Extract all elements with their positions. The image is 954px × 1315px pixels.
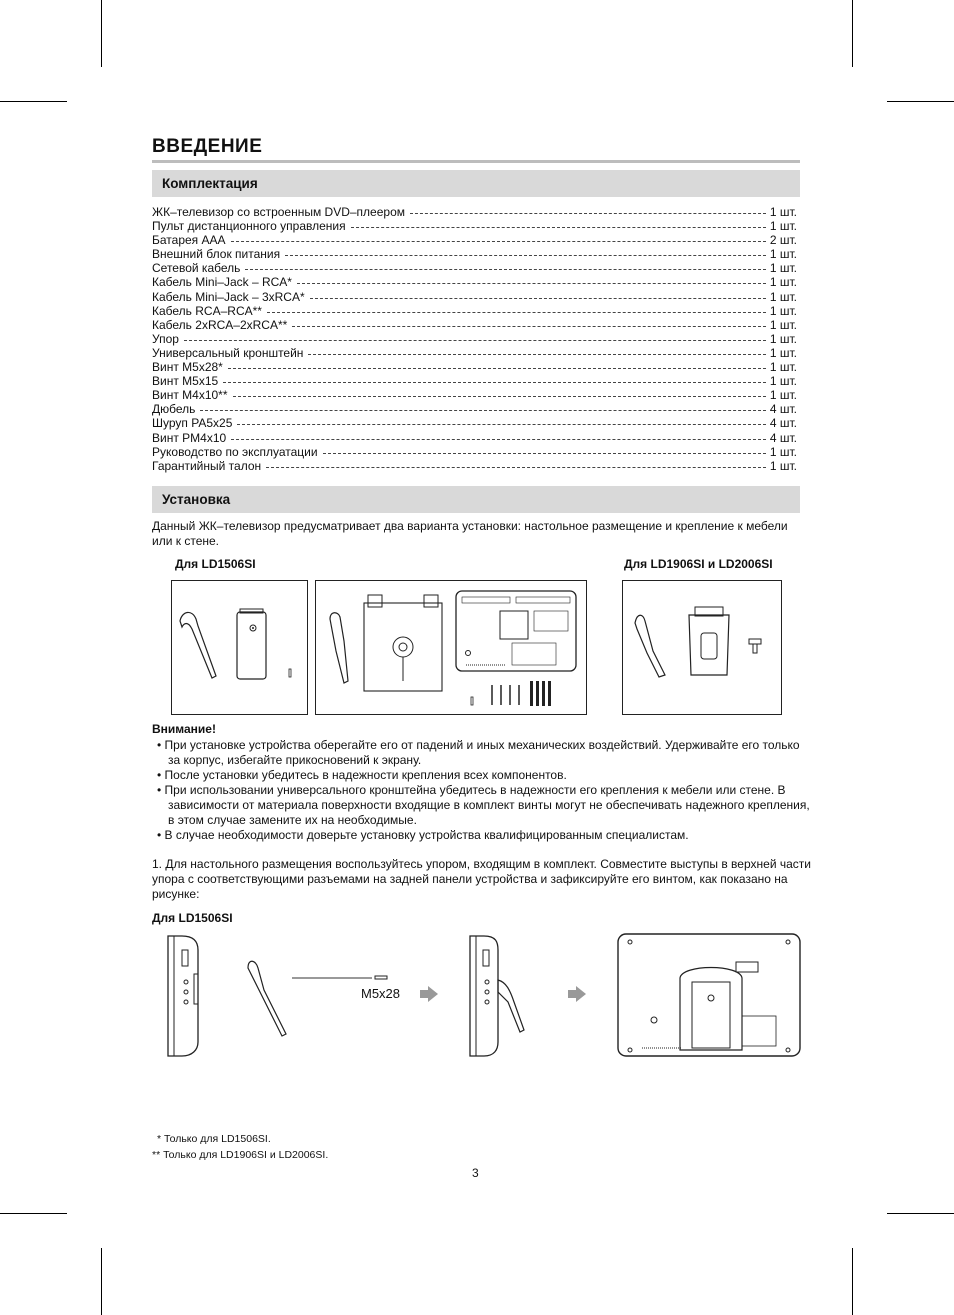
package-item-name: Гарантийный талон [152,458,262,473]
warning-item [152,828,812,843]
bracket-and-tv-rear-drawing [316,581,586,714]
package-section-heading: Комплектация [152,170,800,197]
installation-section-heading: Установка [152,486,800,513]
leader-dots [223,382,766,383]
label-ld1506: Для LD1506SI [175,557,256,571]
warning-item [152,783,812,828]
package-list [152,205,797,473]
package-item [152,374,797,388]
package-item [152,346,797,360]
package-item [152,205,797,219]
crop-mark [101,0,102,67]
installation-intro: Данный ЖК–телевизор предусматривает два варианта установки: настольное размещение и крепление к мебели или к стене. [152,519,788,548]
package-item [152,261,797,275]
package-item [152,318,797,332]
package-item-qty: 1 шт. [769,289,797,304]
package-item-qty: 1 шт. [769,261,797,276]
leader-dots [245,269,765,270]
step-1-text: 1. Для настольного размещения воспользуйтесь упором, входящим в комплект. Совместите выступы в верхней части упора с соответствующими разъемами на задней панели устройства и зафиксируйте его винтом, как показано на рисунке: [152,857,811,901]
package-item-name: Внешний блок питания [152,247,281,262]
bullet: • [157,738,162,752]
title-rule [152,160,800,163]
package-item [152,431,797,445]
leader-dots [231,241,766,242]
package-item-qty: 1 шт. [769,303,797,318]
package-item-name: Батарея AAA [152,233,226,248]
attention-title: Внимание! [152,722,216,736]
wall-bracket-figure [315,580,587,715]
package-item-qty: 4 шт. [769,430,797,445]
package-item [152,388,797,402]
package-item-name: Пульт дистанционного управления [152,219,346,234]
warning-text: После установки убедитесь в надежности крепления всех компонентов. [164,768,567,782]
leader-dots [297,283,766,284]
package-item-name: Винт M5x15 [152,374,219,389]
package-item [152,445,797,459]
package-item [152,247,797,261]
stand-bracket-thumbscrew-drawing [623,581,781,714]
package-item-qty: 1 шт. [769,205,797,219]
package-item-name: Упор [152,331,179,346]
leader-dots [184,340,766,341]
crop-mark [887,1213,954,1214]
leader-dots [233,396,766,397]
package-item-name: Винт M5x28* [152,360,223,375]
table-stand-assembly-drawing [152,930,802,1060]
package-item-name: Универсальный кронштейн [152,345,304,360]
package-item-qty: 1 шт. [769,458,797,473]
leader-dots [323,453,766,454]
crop-mark [852,0,853,67]
package-item-name: Кабель 2xRCA–2xRCA** [152,317,288,332]
footnote-1: * Только для LD1506SI. [157,1133,271,1145]
package-item-name: ЖК–телевизор со встроенным DVD–плеером [152,205,406,219]
step-1-model-label: Для LD1506SI [152,911,233,925]
crop-mark [0,1213,67,1214]
package-item-qty: 1 шт. [769,388,797,403]
bullet: • [157,828,162,842]
ld1506-accessories-figure [171,580,308,715]
package-item [152,290,797,304]
package-item-qty: 1 шт. [769,275,797,290]
package-item-qty: 1 шт. [769,374,797,389]
warning-item [152,738,812,768]
warning-text: В случае необходимости доверьте установку устройства квалифицированным специалистам. [164,828,689,842]
package-item-qty: 1 шт. [769,345,797,360]
package-item [152,459,797,473]
package-item [152,219,797,233]
bullet: • [157,783,162,797]
leader-dots [237,424,765,425]
leader-dots [228,368,766,369]
warnings-list [152,738,812,843]
package-item-name: Винт M4x10** [152,388,228,403]
package-item-name: Кабель Mini–Jack – RCA* [152,275,292,290]
package-item-qty: 1 шт. [769,331,797,346]
leader-dots [267,312,766,313]
leader-dots [351,227,766,228]
package-item-name: Кабель RCA–RCA** [152,303,262,318]
crop-mark [852,1248,853,1315]
leader-dots [292,326,766,327]
package-item-qty: 1 шт. [769,360,797,375]
leader-dots [308,354,765,355]
label-ld1906-ld2006: Для LD1906SI и LD2006SI [624,557,773,571]
package-item-name: Дюбель [152,402,196,417]
package-item-name: Кабель Mini–Jack – 3xRCA* [152,289,305,304]
package-item-name: Винт PM4x10 [152,430,227,445]
leader-dots [266,467,766,468]
footnote-2: ** Только для LD1906SI и LD2006SI. [152,1149,329,1161]
crop-mark [887,101,954,102]
package-item [152,233,797,247]
leader-dots [310,298,766,299]
crop-mark [0,101,67,102]
package-item-qty: 1 шт. [769,444,797,459]
package-item-name: Шуруп PA5x25 [152,416,233,431]
leader-dots [231,439,766,440]
package-item-qty: 4 шт. [769,416,797,431]
package-item [152,402,797,416]
crop-mark [101,1248,102,1315]
page-number: 3 [472,1166,479,1180]
package-item-qty: 1 шт. [769,317,797,332]
package-item-qty: 1 шт. [769,219,797,234]
warning-text: При использовании универсального кронштейна убедитесь в надежности его крепления к мебели или стене. В зависимости от материала поверхности входящие в комплект винты могут не обеспечивать надежного крепления, в этом случае замените их на необходимые. [164,783,810,827]
stand-and-bracket-drawing [172,581,307,714]
leader-dots [285,255,766,256]
bullet: • [157,768,162,782]
leader-dots [410,213,766,214]
package-item [152,416,797,430]
screw-label: M5x28 [361,986,401,1001]
package-item [152,360,797,374]
ld1906-ld2006-accessories-figure [622,580,782,715]
package-item [152,275,797,289]
package-item-name: Руководство по эксплуатации [152,444,318,459]
warning-item [152,768,812,783]
leader-dots [200,410,765,411]
package-item-qty: 4 шт. [769,402,797,417]
package-item [152,332,797,346]
package-item-qty: 1 шт. [769,247,797,262]
warning-text: При установке устройства оберегайте его от падений и иных механических воздействий. Удерживайте его только за корпус, избегайте прикосновений к экрану. [164,738,800,767]
package-item-qty: 2 шт. [769,233,797,248]
page-title: ВВЕДЕНИЕ [152,136,263,157]
package-item-name: Сетевой кабель [152,261,241,276]
package-item [152,304,797,318]
